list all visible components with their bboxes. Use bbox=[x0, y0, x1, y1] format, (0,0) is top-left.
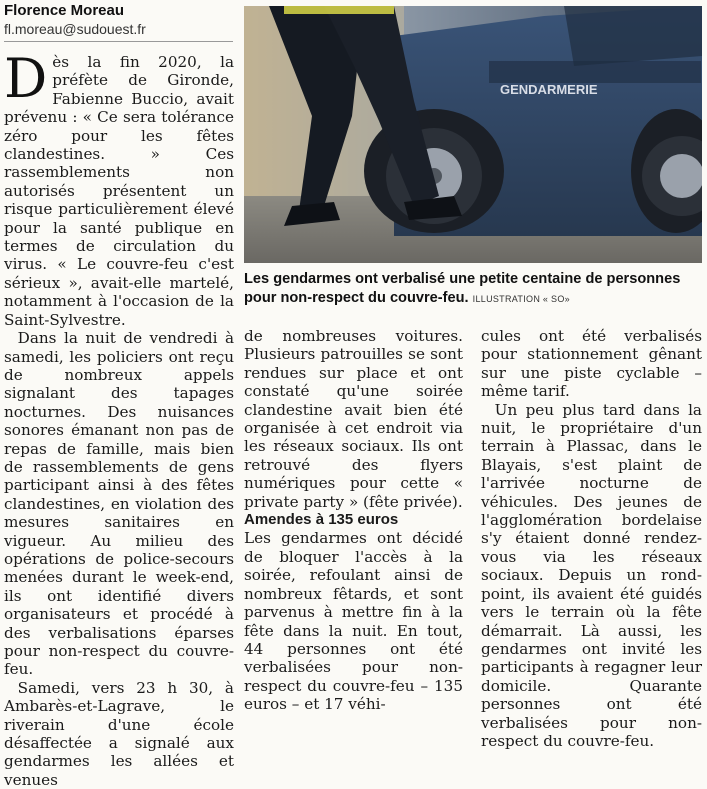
gendarmerie-photo bbox=[244, 6, 702, 263]
article-column-1 bbox=[4, 47, 234, 789]
paragraph-continued: de nombreuses voitures. Plusieurs patrouilles se sont rendues sur place et ont constaté qu'une soirée clandestine avait bien été organisée à cet endroit via les réseaux sociaux. Ils ont retrouvé des flyers numériques pour cette « private party » (fête privée). bbox=[244, 327, 463, 511]
caption-text: Les gendarmes ont verbalisé une petite centaine de personnes pour non-respect du couvre-feu. bbox=[244, 271, 681, 306]
van-label: GENDARMERIE bbox=[500, 82, 598, 97]
photo-caption bbox=[244, 270, 702, 309]
drop-cap: D bbox=[4, 47, 48, 110]
article-column-3 bbox=[481, 327, 702, 750]
paragraph-lead bbox=[4, 47, 234, 329]
byline-divider bbox=[4, 41, 233, 42]
photo-credit: ILLUSTRATION « SO» bbox=[472, 294, 570, 304]
section-subhead: Amendes à 135 euros bbox=[244, 511, 399, 529]
author-name: Florence Moreau bbox=[4, 2, 125, 19]
article-column-2 bbox=[244, 327, 463, 714]
paragraph: Dans la nuit de vendredi à samedi, les policiers ont reçu de nombreux appels signalant des tapages nocturnes. Des nuisances sonores émanant non pas de repas de famille, mais bien de rassemblements de gens participant ainsi à des fêtes clandestines, en violation des mesures sanitaires en vigueur. Au milieu des opérations de police-secours menées durant le week-end, ils ont identifié divers organisateurs et procédé à des verbalisations éparses pour non-respect du couvre-feu. bbox=[4, 329, 234, 679]
paragraph: Les gendarmes ont décidé de bloquer l'accès à la soirée, refoulant ainsi de nombreux fêtards, et sont parvenus à mettre fin à la fête dans la nuit. En tout, 44 personnes ont été verbalisées pour non-respect du couvre-feu – 135 euros – et 17 véhi- bbox=[244, 529, 463, 714]
paragraph: Samedi, vers 23 h 30, à Ambarès-et-Lagrave, le riverain d'une école désaffectée a signalé aux gendarmes les allées et venues bbox=[4, 678, 234, 789]
paragraph-lead-text: ès la fin 2020, la préfète de Gironde, Fabienne Buccio, avait prévenu : « Ce sera tolérance zéro pour les fêtes clandestines. » Ces rassemblements non autorisés présentent un risque particulièrement élevé pour la santé publique en termes de circulation du virus. « Le couvre-feu c'est sérieux », avait-elle martelé, notamment à l'occasion de la Saint-Sylvestre. bbox=[4, 53, 234, 329]
paragraph: Un peu plus tard dans la nuit, le propriétaire d'un terrain à Plassac, dans le Blayais, s'est plaint de l'arrivée nocturne de véhicules. Des jeunes de l'agglomération bordelaise s'y étaient donné rendez-vous via les réseaux sociaux. Depuis un rond-point, ils avaient été guidés vers le terrain où la fête démarrait. Là aussi, les gendarmes ont invité les participants à regagner leur domicile. Quarante personnes ont été verbalisées pour non-respect du couvre-feu. bbox=[481, 400, 702, 750]
paragraph-continued: cules ont été verbalisés pour stationnement gênant sur une piste cyclable – même tarif. bbox=[481, 327, 702, 401]
author-email[interactable]: fl.moreau@sudouest.fr bbox=[4, 21, 146, 37]
